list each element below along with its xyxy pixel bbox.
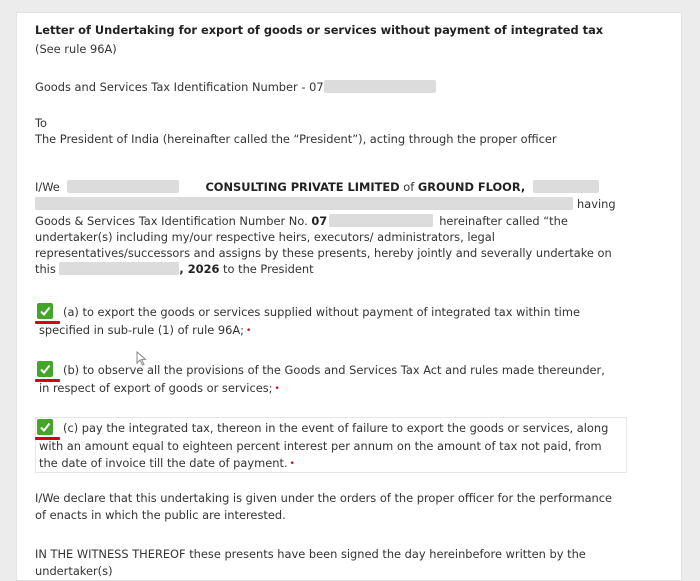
redacted-gstin xyxy=(324,80,436,93)
undertaker-line-6 xyxy=(35,260,314,278)
rule-reference: (See rule 96A) xyxy=(35,42,117,56)
witness-line-2: undertaker(s) xyxy=(35,564,113,578)
hereinafter-label: hereinafter called “the xyxy=(439,214,568,228)
clause-b-line-1: (b) to observe all the provisions of the Goods and Services Tax Act and rules made thereunder, xyxy=(63,363,605,377)
gstin-prefix: Goods & Services Tax Identification Number No. xyxy=(35,214,308,228)
check-icon xyxy=(39,363,51,375)
redacted-gstin-number xyxy=(329,214,433,227)
check-icon xyxy=(39,421,51,433)
undertaker-line-4: undertaker(s) including my/our respective heirs, executors/ administrators, legal xyxy=(35,230,495,244)
page-title: Letter of Undertaking for export of goods or services without payment of integrated tax xyxy=(35,23,604,37)
having-label: having xyxy=(577,197,616,211)
clause-a-checkbox[interactable] xyxy=(37,303,53,319)
required-marker: • xyxy=(274,384,280,394)
iwe-label: I/We xyxy=(35,180,60,194)
required-marker: • xyxy=(289,459,295,469)
declaration-line-1: I/We declare that this undertaking is given under the orders of the proper officer for the performance xyxy=(35,491,613,505)
redacted-address-line xyxy=(35,197,573,210)
clause-c-line-1: (c) pay the integrated tax, thereon in the event of failure to export the goods or services, along xyxy=(63,421,609,435)
of-label: of xyxy=(403,180,415,194)
clause-b-line-2 xyxy=(39,379,280,398)
clause-c-line-3 xyxy=(39,454,295,473)
undertaker-line-1 xyxy=(35,178,599,196)
redacted-address xyxy=(533,180,599,193)
redacted-date xyxy=(59,262,179,275)
to-president-label: to the President xyxy=(223,262,314,276)
required-marker: • xyxy=(246,326,252,336)
redacted-name xyxy=(67,180,179,193)
company-address: GROUND FLOOR, xyxy=(417,180,526,194)
clause-a-line-1: (a) to export the goods or services supplied without payment of integrated tax within time xyxy=(63,305,580,319)
clause-c-text: the date of invoice till the date of payment. xyxy=(39,456,288,470)
undertaking-form xyxy=(16,12,682,581)
declaration-line-2: of enacts in which the public are interested. xyxy=(35,508,286,522)
witness-line-1: IN THE WITNESS THEREOF these presents have been signed the day hereinbefore written by the xyxy=(35,547,586,561)
to-label: To xyxy=(35,116,47,130)
president-line: The President of India (hereinafter called the “President”), acting through the proper officer xyxy=(35,132,557,146)
clause-a-line-2 xyxy=(39,321,251,340)
undertaker-line-2 xyxy=(35,195,616,213)
clause-b-text: in respect of export of goods or services; xyxy=(39,381,273,395)
gstin-code: 07 xyxy=(311,214,328,228)
gstin-line xyxy=(35,78,436,96)
clause-c-line-2: with an amount equal to eighteen percent interest per annum on the amount of tax not paid, from xyxy=(39,439,602,453)
undertaker-line-5: representatives/successors and assigns by these presents, hereby jointly and severally undertake on xyxy=(35,246,612,260)
year: , 2026 xyxy=(179,262,220,276)
this-label: this xyxy=(35,262,56,276)
check-icon xyxy=(39,305,51,317)
clause-a-text: specified in sub-rule (1) of rule 96A; xyxy=(39,323,245,337)
clause-c-checkbox[interactable] xyxy=(37,419,53,435)
company-name: CONSULTING PRIVATE LIMITED xyxy=(205,180,400,194)
gstin-label: Goods and Services Tax Identification Number - 07 xyxy=(35,80,324,94)
clause-b-checkbox[interactable] xyxy=(37,361,53,377)
